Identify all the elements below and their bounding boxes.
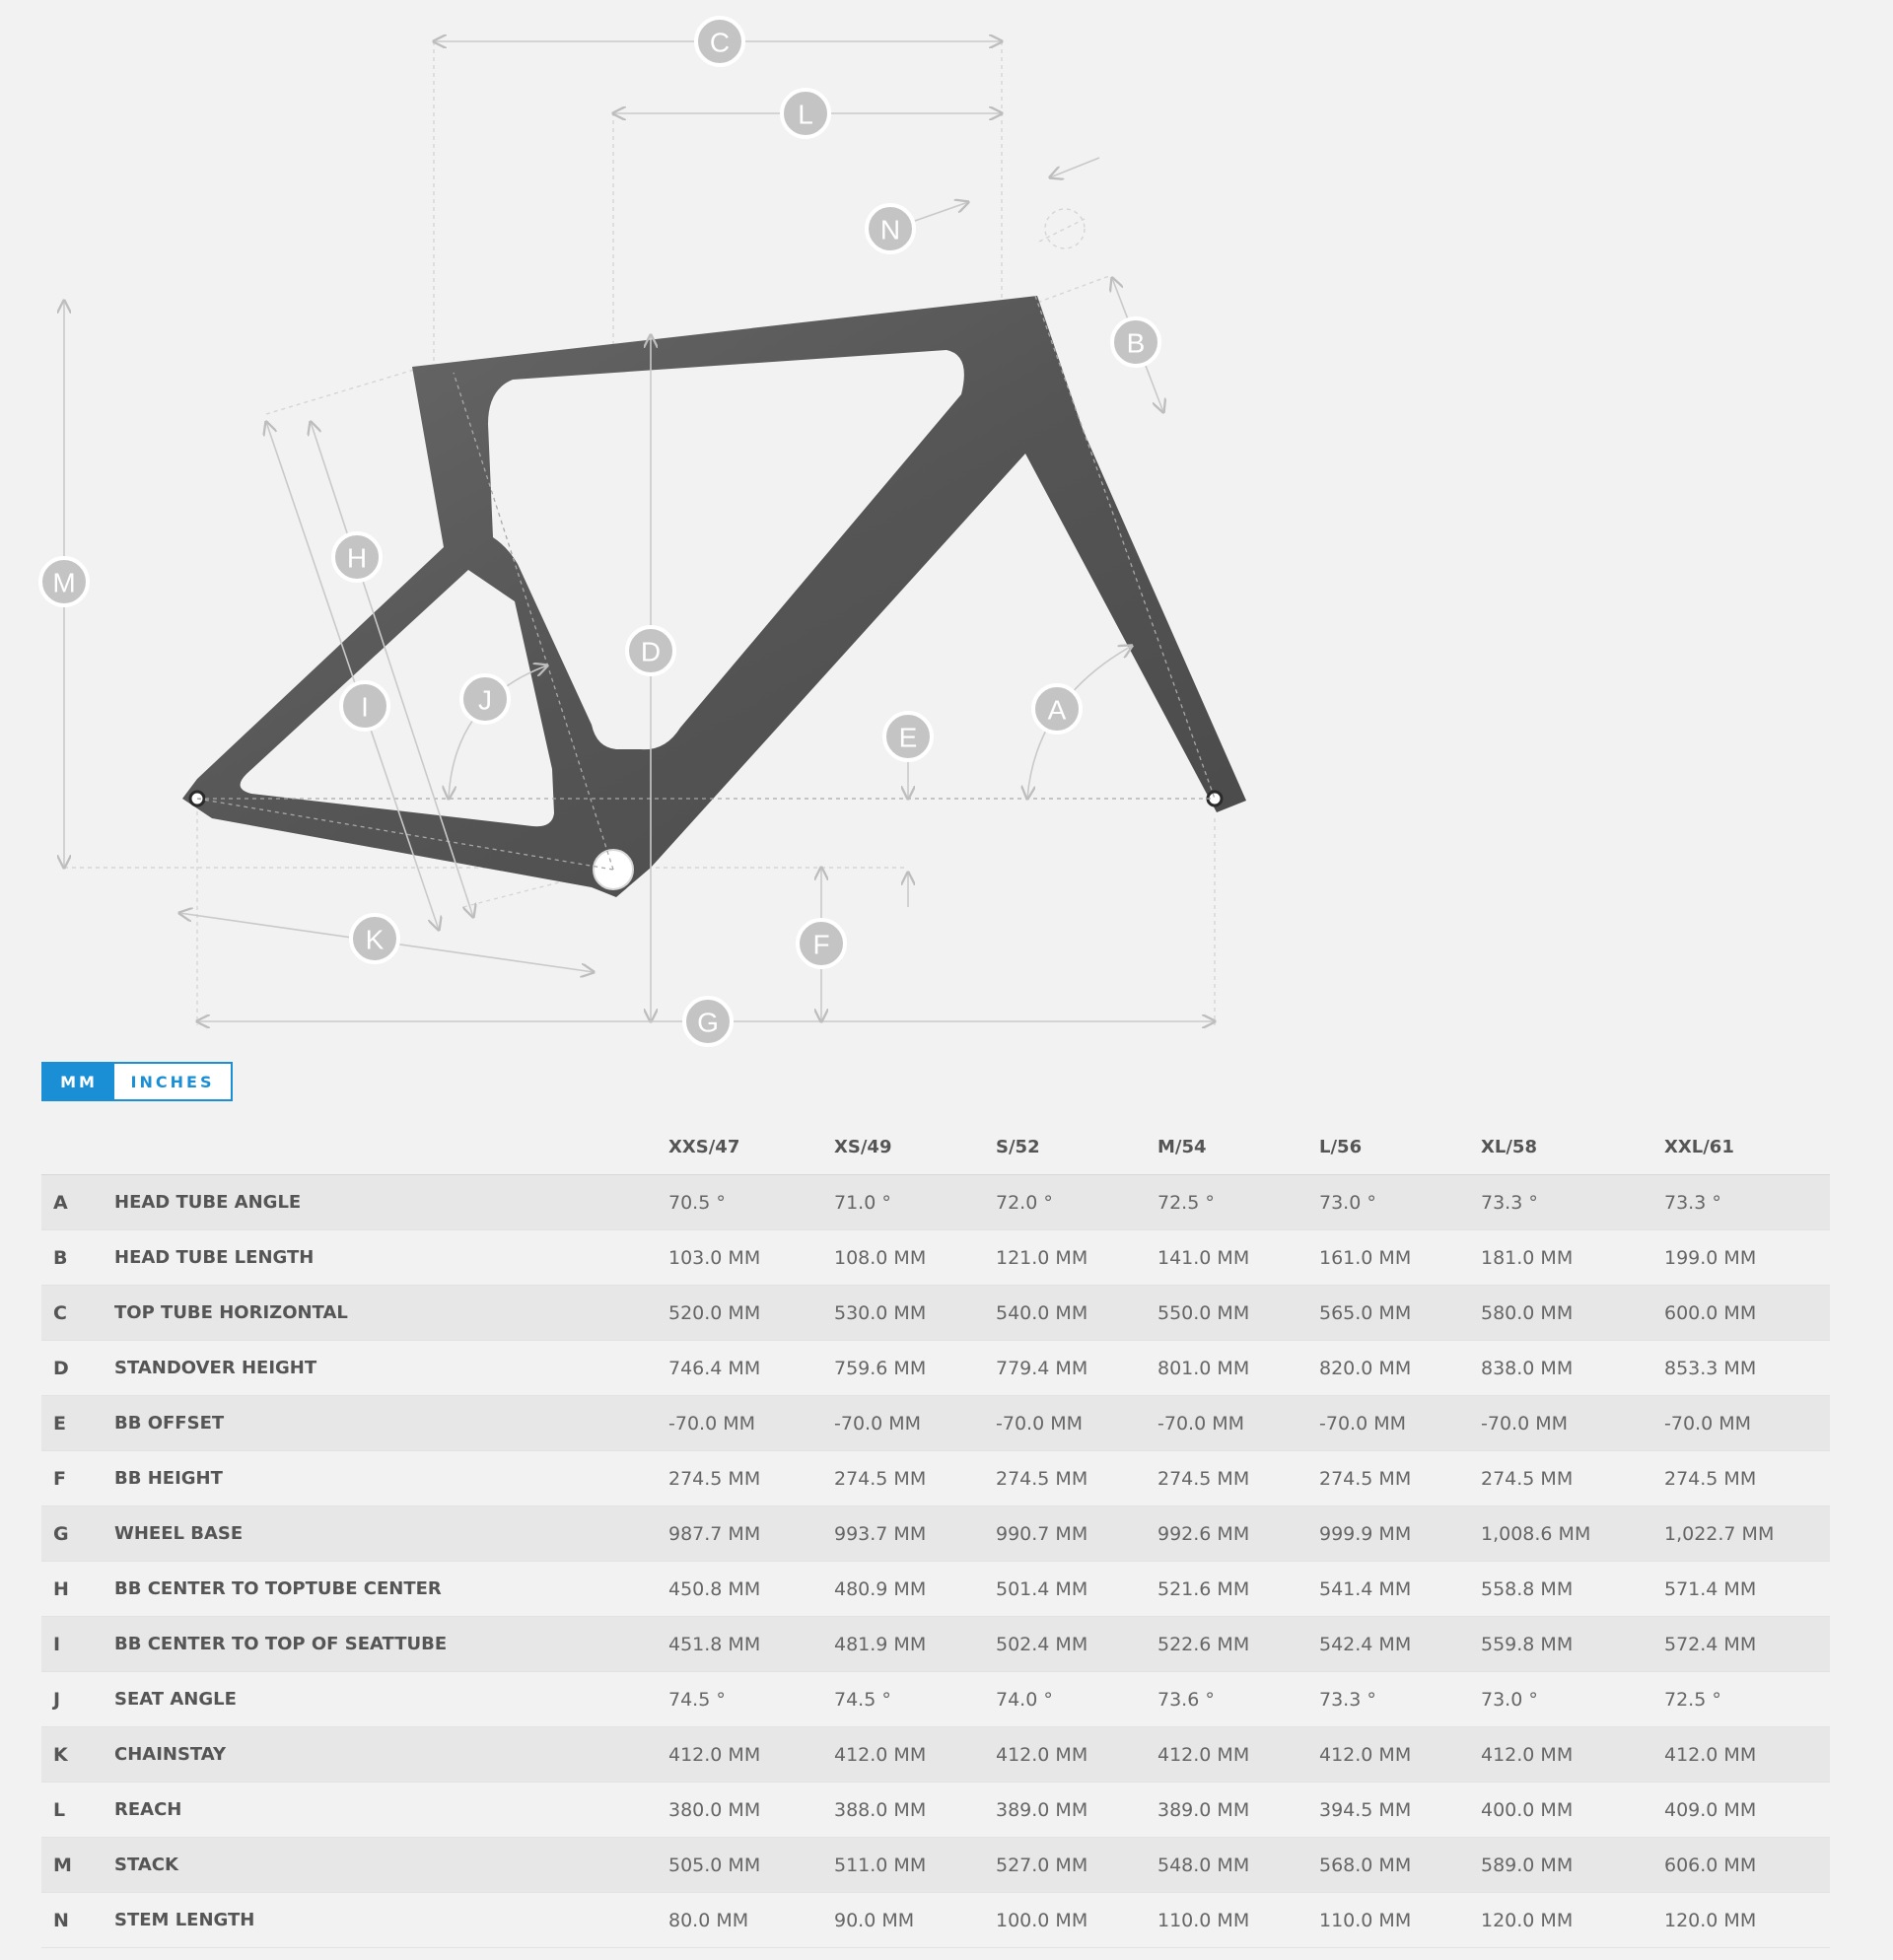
row-value: 521.6 MM	[1157, 1562, 1319, 1617]
row-value: 400.0 MM	[1481, 1783, 1664, 1838]
row-value: 412.0 MM	[1157, 1727, 1319, 1783]
row-value: 74.0 °	[996, 1672, 1157, 1727]
table-row	[41, 1286, 1830, 1341]
row-value: 388.0 MM	[834, 1783, 996, 1838]
row-key: E	[41, 1396, 114, 1451]
row-value: 141.0 MM	[1157, 1230, 1319, 1286]
row-label: STACK	[114, 1838, 668, 1893]
row-value: 746.4 MM	[668, 1341, 834, 1396]
svg-text:D: D	[640, 636, 662, 667]
row-value: 801.0 MM	[1157, 1341, 1319, 1396]
size-header: XXL/61	[1664, 1119, 1830, 1175]
row-value: 779.4 MM	[996, 1341, 1157, 1396]
row-key: B	[41, 1230, 114, 1286]
row-value: 73.3 °	[1319, 1672, 1481, 1727]
row-value: 72.0 °	[996, 1175, 1157, 1230]
row-value: 987.7 MM	[668, 1506, 834, 1562]
row-value: 542.4 MM	[1319, 1617, 1481, 1672]
row-value: 412.0 MM	[1664, 1727, 1830, 1783]
row-value: 502.4 MM	[996, 1617, 1157, 1672]
row-value: -70.0 MM	[834, 1396, 996, 1451]
unit-mm-button[interactable]: MM	[43, 1064, 114, 1099]
table-row	[41, 1838, 1830, 1893]
table-row	[41, 1506, 1830, 1562]
row-value: 412.0 MM	[668, 1727, 834, 1783]
svg-text:E: E	[898, 722, 918, 753]
row-value: 580.0 MM	[1481, 1286, 1664, 1341]
size-header: XS/49	[834, 1119, 996, 1175]
row-value: 274.5 MM	[668, 1451, 834, 1506]
row-value: 992.6 MM	[1157, 1506, 1319, 1562]
row-value: 73.0 °	[1319, 1175, 1481, 1230]
row-label: STANDOVER HEIGHT	[114, 1341, 668, 1396]
svg-text:K: K	[365, 924, 385, 955]
marker-g	[684, 998, 732, 1045]
row-key: M	[41, 1838, 114, 1893]
row-value: 990.7 MM	[996, 1506, 1157, 1562]
row-value: 600.0 MM	[1664, 1286, 1830, 1341]
bike-frame	[182, 296, 1246, 897]
svg-text:A: A	[1047, 694, 1067, 726]
row-value: 1,008.6 MM	[1481, 1506, 1664, 1562]
row-value: 820.0 MM	[1319, 1341, 1481, 1396]
marker-n	[867, 205, 914, 252]
row-value: 540.0 MM	[996, 1286, 1157, 1341]
table-row	[41, 1230, 1830, 1286]
row-value: 412.0 MM	[834, 1727, 996, 1783]
size-header: L/56	[1319, 1119, 1481, 1175]
row-value: -70.0 MM	[1481, 1396, 1664, 1451]
row-value: 572.4 MM	[1664, 1617, 1830, 1672]
row-value: 380.0 MM	[668, 1783, 834, 1838]
header-key-cell	[41, 1119, 114, 1175]
row-value: 120.0 MM	[1664, 1893, 1830, 1948]
row-value: 71.0 °	[834, 1175, 996, 1230]
marker-k	[351, 915, 398, 962]
geometry-table	[41, 1119, 1830, 1948]
row-value: 548.0 MM	[1157, 1838, 1319, 1893]
size-header: XXS/47	[668, 1119, 834, 1175]
table-header-row	[41, 1119, 1830, 1175]
row-value: 558.8 MM	[1481, 1562, 1664, 1617]
marker-m	[40, 558, 88, 605]
row-value: 559.8 MM	[1481, 1617, 1664, 1672]
svg-text:B: B	[1126, 327, 1146, 359]
svg-text:C: C	[709, 27, 731, 58]
row-value: 199.0 MM	[1664, 1230, 1830, 1286]
row-value: 522.6 MM	[1157, 1617, 1319, 1672]
row-value: 161.0 MM	[1319, 1230, 1481, 1286]
table-row	[41, 1396, 1830, 1451]
row-value: 520.0 MM	[668, 1286, 834, 1341]
row-value: 511.0 MM	[834, 1838, 996, 1893]
row-value: 389.0 MM	[996, 1783, 1157, 1838]
marker-a	[1033, 685, 1081, 733]
row-value: 759.6 MM	[834, 1341, 996, 1396]
row-label: BB CENTER TO TOPTUBE CENTER	[114, 1562, 668, 1617]
row-value: 999.9 MM	[1319, 1506, 1481, 1562]
marker-c	[696, 18, 743, 65]
row-value: 412.0 MM	[1319, 1727, 1481, 1783]
row-key: I	[41, 1617, 114, 1672]
row-value: 100.0 MM	[996, 1893, 1157, 1948]
row-value: -70.0 MM	[1664, 1396, 1830, 1451]
row-label: TOP TUBE HORIZONTAL	[114, 1286, 668, 1341]
row-value: 274.5 MM	[996, 1451, 1157, 1506]
row-value: 274.5 MM	[1664, 1451, 1830, 1506]
marker-b	[1112, 318, 1159, 366]
row-label: SEAT ANGLE	[114, 1672, 668, 1727]
table-row	[41, 1175, 1830, 1230]
row-value: 90.0 MM	[834, 1893, 996, 1948]
row-label: BB OFFSET	[114, 1396, 668, 1451]
row-value: -70.0 MM	[1157, 1396, 1319, 1451]
row-value: 993.7 MM	[834, 1506, 996, 1562]
marker-h	[333, 533, 381, 581]
svg-text:F: F	[812, 929, 830, 960]
svg-text:I: I	[361, 691, 369, 723]
row-key: N	[41, 1893, 114, 1948]
table-row	[41, 1783, 1830, 1838]
row-value: 110.0 MM	[1319, 1893, 1481, 1948]
row-value: 409.0 MM	[1664, 1783, 1830, 1838]
row-value: 541.4 MM	[1319, 1562, 1481, 1617]
row-value: 181.0 MM	[1481, 1230, 1664, 1286]
row-key: L	[41, 1783, 114, 1838]
table-row	[41, 1672, 1830, 1727]
size-header: M/54	[1157, 1119, 1319, 1175]
row-value: 274.5 MM	[834, 1451, 996, 1506]
row-label: CHAINSTAY	[114, 1727, 668, 1783]
row-value: 589.0 MM	[1481, 1838, 1664, 1893]
table-row	[41, 1341, 1830, 1396]
table-row	[41, 1562, 1830, 1617]
row-value: 412.0 MM	[996, 1727, 1157, 1783]
row-value: 74.5 °	[834, 1672, 996, 1727]
row-value: 527.0 MM	[996, 1838, 1157, 1893]
row-value: 108.0 MM	[834, 1230, 996, 1286]
row-label: HEAD TUBE LENGTH	[114, 1230, 668, 1286]
row-value: 450.8 MM	[668, 1562, 834, 1617]
table-row	[41, 1727, 1830, 1783]
marker-d	[627, 627, 674, 674]
row-value: 72.5 °	[1664, 1672, 1830, 1727]
row-key: D	[41, 1341, 114, 1396]
row-value: 274.5 MM	[1481, 1451, 1664, 1506]
row-key: K	[41, 1727, 114, 1783]
row-label: BB CENTER TO TOP OF SEATTUBE	[114, 1617, 668, 1672]
row-value: 110.0 MM	[1157, 1893, 1319, 1948]
row-value: 568.0 MM	[1319, 1838, 1481, 1893]
row-value: 74.5 °	[668, 1672, 834, 1727]
row-value: 481.9 MM	[834, 1617, 996, 1672]
size-header: XL/58	[1481, 1119, 1664, 1175]
row-value: 530.0 MM	[834, 1286, 996, 1341]
marker-e	[884, 713, 932, 760]
row-value: 274.5 MM	[1319, 1451, 1481, 1506]
row-key: F	[41, 1451, 114, 1506]
row-value: 565.0 MM	[1319, 1286, 1481, 1341]
row-key: J	[41, 1672, 114, 1727]
unit-toggle	[41, 1062, 233, 1101]
row-value: 72.5 °	[1157, 1175, 1319, 1230]
svg-text:L: L	[798, 99, 813, 130]
marker-l	[782, 90, 829, 137]
row-label: BB HEIGHT	[114, 1451, 668, 1506]
svg-text:G: G	[697, 1007, 719, 1038]
svg-text:H: H	[346, 542, 368, 574]
row-key: H	[41, 1562, 114, 1617]
row-value: 389.0 MM	[1157, 1783, 1319, 1838]
row-label: REACH	[114, 1783, 668, 1838]
header-label-cell	[114, 1119, 668, 1175]
unit-inches-button[interactable]: INCHES	[114, 1064, 231, 1099]
row-value: 412.0 MM	[1481, 1727, 1664, 1783]
row-value: 73.3 °	[1481, 1175, 1664, 1230]
row-value: 70.5 °	[668, 1175, 834, 1230]
marker-f	[798, 920, 845, 967]
row-key: C	[41, 1286, 114, 1341]
svg-text:N: N	[879, 214, 901, 245]
row-value: 480.9 MM	[834, 1562, 996, 1617]
marker-j	[461, 675, 509, 723]
row-label: STEM LENGTH	[114, 1893, 668, 1948]
row-value: 394.5 MM	[1319, 1783, 1481, 1838]
row-value: 73.6 °	[1157, 1672, 1319, 1727]
row-key: A	[41, 1175, 114, 1230]
row-key: G	[41, 1506, 114, 1562]
table-row	[41, 1451, 1830, 1506]
table-row	[41, 1617, 1830, 1672]
row-value: 451.8 MM	[668, 1617, 834, 1672]
svg-text:M: M	[52, 567, 76, 598]
row-value: 501.4 MM	[996, 1562, 1157, 1617]
table-row	[41, 1893, 1830, 1948]
row-label: HEAD TUBE ANGLE	[114, 1175, 668, 1230]
row-value: 121.0 MM	[996, 1230, 1157, 1286]
geometry-table-body	[41, 1175, 1830, 1948]
marker-i	[341, 682, 388, 730]
row-value: 73.0 °	[1481, 1672, 1664, 1727]
row-value: 550.0 MM	[1157, 1286, 1319, 1341]
row-value: 80.0 MM	[668, 1893, 834, 1948]
row-value: 120.0 MM	[1481, 1893, 1664, 1948]
row-value: 571.4 MM	[1664, 1562, 1830, 1617]
row-value: 853.3 MM	[1664, 1341, 1830, 1396]
row-value: 606.0 MM	[1664, 1838, 1830, 1893]
row-value: 103.0 MM	[668, 1230, 834, 1286]
row-label: WHEEL BASE	[114, 1506, 668, 1562]
size-header: S/52	[996, 1119, 1157, 1175]
row-value: -70.0 MM	[668, 1396, 834, 1451]
row-value: 505.0 MM	[668, 1838, 834, 1893]
row-value: 1,022.7 MM	[1664, 1506, 1830, 1562]
row-value: -70.0 MM	[996, 1396, 1157, 1451]
row-value: -70.0 MM	[1319, 1396, 1481, 1451]
row-value: 274.5 MM	[1157, 1451, 1319, 1506]
svg-text:J: J	[478, 684, 492, 716]
row-value: 838.0 MM	[1481, 1341, 1664, 1396]
row-value: 73.3 °	[1664, 1175, 1830, 1230]
